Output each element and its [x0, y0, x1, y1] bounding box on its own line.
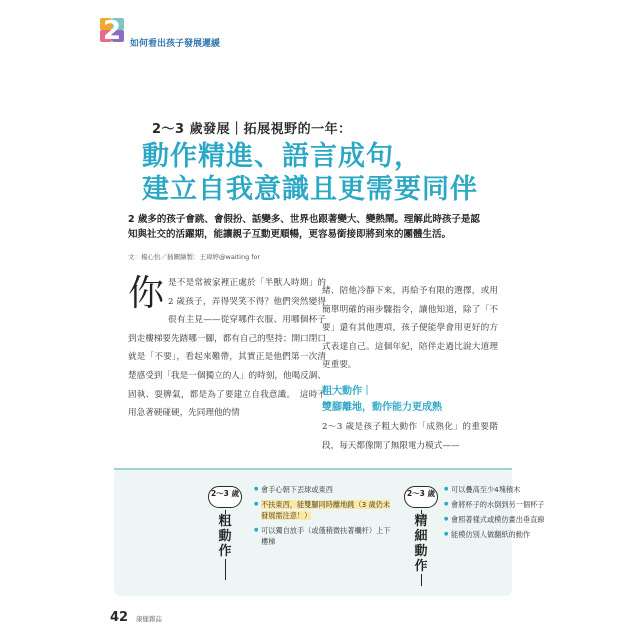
lead-paragraph: 2 歲多的孩子會跳、會假扮、話變多、世界也跟著變大、變熱鬧。理解此時孩子是認知與社交的活躍期，能讓親子互動更順暢，更容易銜接即將到來的團體生活。 [128, 214, 480, 240]
list-item-highlighted: ● 不扶東西，能雙腳同時離地跳（3 歲仍未發展需注意！） [254, 499, 394, 521]
section-heading-line-1: 粗大動作｜ [322, 386, 372, 397]
section-heading-line-2: 雙腳離地，動作能力更成熟 [322, 402, 442, 413]
list-item: ● 會將杯子的水倒到另一個杯子 [444, 499, 584, 510]
development-checklist-panel [114, 468, 545, 596]
section-number: 2 [103, 16, 122, 46]
page-number: 42 [110, 610, 129, 625]
drop-cap: 你 [128, 273, 165, 314]
gross-motor-list [254, 484, 394, 551]
list-item: ● 可以疊高至少4塊積木 [444, 484, 584, 495]
section-heading [322, 384, 502, 416]
title-line-1: 動作精進、語言成句， [142, 141, 422, 172]
fine-motor-list [444, 484, 584, 544]
article-title [142, 140, 478, 206]
series-title: 如何看出孩子發展遲緩 [130, 39, 221, 49]
gross-motor-label-text: 粗動作 [218, 514, 232, 559]
body-text-left: 是不是常被家裡正處於「半獸人時期」的 2 歲孩子，弄得哭笑不得？他們突然變得很有主見——從穿哪件衣服、用哪個杯子到走樓梯要先踏哪一腳，都有自己的堅持；開口閉口就是「不要」，看起來難帶，其實正是他們第一次清楚感受到「我是一個獨立的人」的時刻，他喝反調、固執、耍脾氣，都是為了要建立自我意識。 這時不用急著硬碰硬，先同理他的情 [128, 278, 326, 419]
magazine-name: 康健雜誌 [136, 615, 162, 623]
section-number-logo [100, 18, 126, 46]
fine-motor-label [413, 514, 429, 574]
magazine-page [84, 14, 560, 626]
title-line-2: 建立自我意識且更需要同伴 [142, 174, 478, 205]
gross-age-badge: 2～3 歲 [208, 486, 242, 508]
article-subtitle: 2～3 歲發展｜拓展視野的一年： [152, 122, 352, 137]
list-item: ● 會照著樣式或模仿畫出垂直線 [444, 514, 584, 525]
list-item: ● 會手心朝下丟球或東西 [254, 484, 394, 495]
body-column-right-continued: 2～3 歲是孩子粗大動作「成熟化」的重要階段，每天都像開了無限電力模式—— [322, 422, 498, 451]
gross-motor-label [217, 514, 233, 559]
fine-motor-label-text: 精細動作 [414, 514, 428, 574]
list-item: ● 能模仿別人做翻紙的動作 [444, 529, 584, 540]
fine-age-badge: 2～3 歲 [404, 486, 438, 508]
body-column-right: 緒、陪他冷靜下來，再給予有限的選擇，或用簡單明確的兩步驟指令，讓他知道，除了「不要」還有其他選項，孩子便能學會用更好的方式表達自己。這個年紀，陪伴走過比說大道理更重要。 [322, 286, 498, 371]
body-column-left [128, 274, 326, 423]
list-item: ● 可以獨自放手（或僅稍微扶著欄杆）上下樓梯 [254, 525, 394, 547]
byline: 文：楊心怡／插圖繪製：王瑋婷@waiting for [128, 253, 261, 261]
